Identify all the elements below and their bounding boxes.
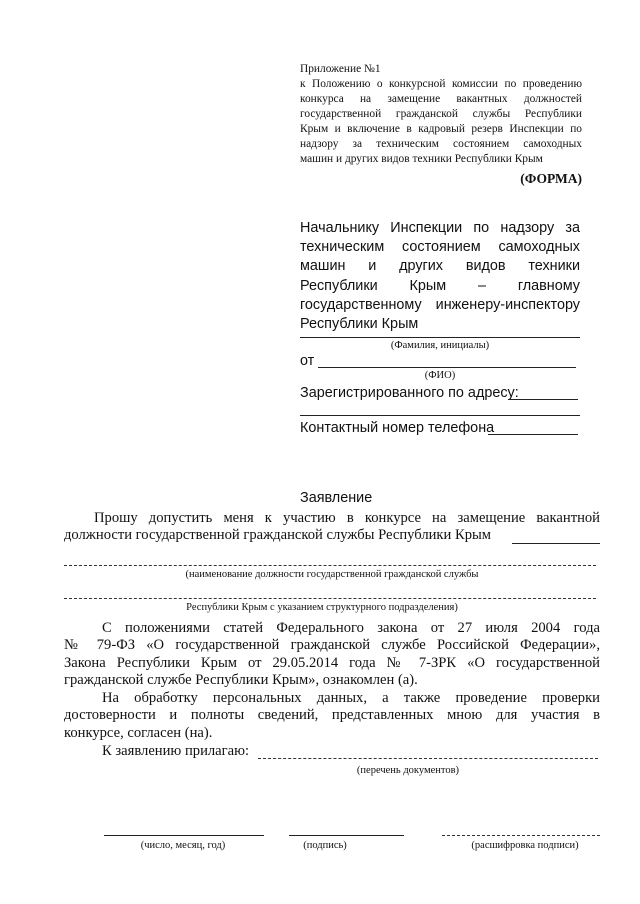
address-fill-line-1[interactable] bbox=[510, 399, 578, 400]
request-line: должности государственной гражданской службы Республики Крым bbox=[64, 527, 492, 544]
consent-paragraph bbox=[64, 690, 600, 742]
appendix-line: государственной гражданской службы Республики bbox=[300, 108, 582, 120]
law-line: С положениями статей Федерального закона от 27 июля 2004 года bbox=[102, 620, 600, 636]
request-line: Прошу допустить меня к участию в конкурсе на замещение вакантной bbox=[94, 510, 600, 526]
attach-caption: (перечень документов) bbox=[356, 765, 460, 776]
name-fill-line[interactable] bbox=[300, 337, 580, 338]
addressee-block bbox=[300, 219, 580, 334]
consent-line: достоверности и полноты сведений, представленных мною для участия в bbox=[64, 707, 600, 724]
from-label: от bbox=[300, 353, 315, 369]
date-caption: (число, месяц, год) bbox=[140, 840, 226, 851]
law-line: Закона Республики Крым от 29.05.2014 года № 7-ЗРК «О государственной bbox=[64, 654, 600, 671]
consent-line: конкурсе, согласен (на). bbox=[64, 724, 213, 741]
request-paragraph bbox=[64, 510, 600, 545]
signature-caption: (подпись) bbox=[303, 840, 347, 851]
signature-decode-caption: (расшифровка подписи) bbox=[471, 840, 579, 851]
registered-label: Зарегистрированного по адресу: bbox=[300, 385, 519, 401]
attach-fill-line[interactable] bbox=[258, 758, 598, 759]
appendix-line: конкурса на замещение вакантных должностей bbox=[300, 93, 582, 105]
name-caption: (Фамилия, инициалы) bbox=[390, 340, 490, 351]
appendix-line: Приложение №1 bbox=[300, 63, 381, 75]
phone-label: Контактный номер телефона bbox=[300, 420, 495, 436]
addressee-line: Республики Крым bbox=[300, 316, 419, 333]
appendix-header bbox=[300, 62, 582, 167]
statement-title: Заявление bbox=[300, 490, 373, 506]
position-fill-line-2[interactable] bbox=[64, 565, 596, 566]
signature-fill-line[interactable] bbox=[289, 835, 404, 836]
addressee-line: государственному инженеру-инспектору bbox=[300, 296, 580, 313]
consent-line: На обработку персональных данных, а также проведение проверки bbox=[102, 690, 600, 706]
position-caption: (наименование должности государственной гражданской службы bbox=[185, 569, 479, 580]
fio-caption: (ФИО) bbox=[424, 370, 456, 381]
attach-label: К заявлению прилагаю: bbox=[102, 743, 250, 759]
law-paragraph bbox=[64, 620, 600, 689]
addressee-line: машин и других видов техники bbox=[300, 258, 580, 275]
appendix-line: машин и других видов техники Республики Крым bbox=[300, 153, 543, 165]
addressee-line: Начальнику Инспекции по надзору за bbox=[300, 220, 580, 236]
signature-decode-fill-line[interactable] bbox=[442, 835, 600, 836]
appendix-line: надзору за техническим состоянием самоходных bbox=[300, 138, 582, 150]
appendix-line: к Положению о конкурсной комиссии по проведению bbox=[300, 78, 582, 90]
law-line: гражданской службе Республики Крым», ознакомлен (а). bbox=[64, 671, 418, 688]
date-fill-line[interactable] bbox=[104, 835, 264, 836]
addressee-line: Республики Крым – главному bbox=[300, 277, 580, 294]
address-fill-line-2[interactable] bbox=[300, 415, 580, 416]
position-fill-line-1[interactable] bbox=[512, 543, 600, 544]
position-caption-2: Республики Крым с указанием структурного подразделения) bbox=[186, 602, 458, 613]
addressee-line: техническим состоянием самоходных bbox=[300, 239, 580, 256]
phone-fill-line[interactable] bbox=[488, 434, 578, 435]
appendix-line: Крым и включение в кадровый резерв Инспекции по bbox=[300, 123, 582, 135]
position-fill-line-3[interactable] bbox=[64, 598, 596, 599]
from-fill-line[interactable] bbox=[318, 367, 576, 368]
form-label: (ФОРМА) bbox=[520, 171, 582, 186]
law-line: № 79-ФЗ «О государственной гражданской службе Российской Федерации», bbox=[64, 637, 600, 654]
